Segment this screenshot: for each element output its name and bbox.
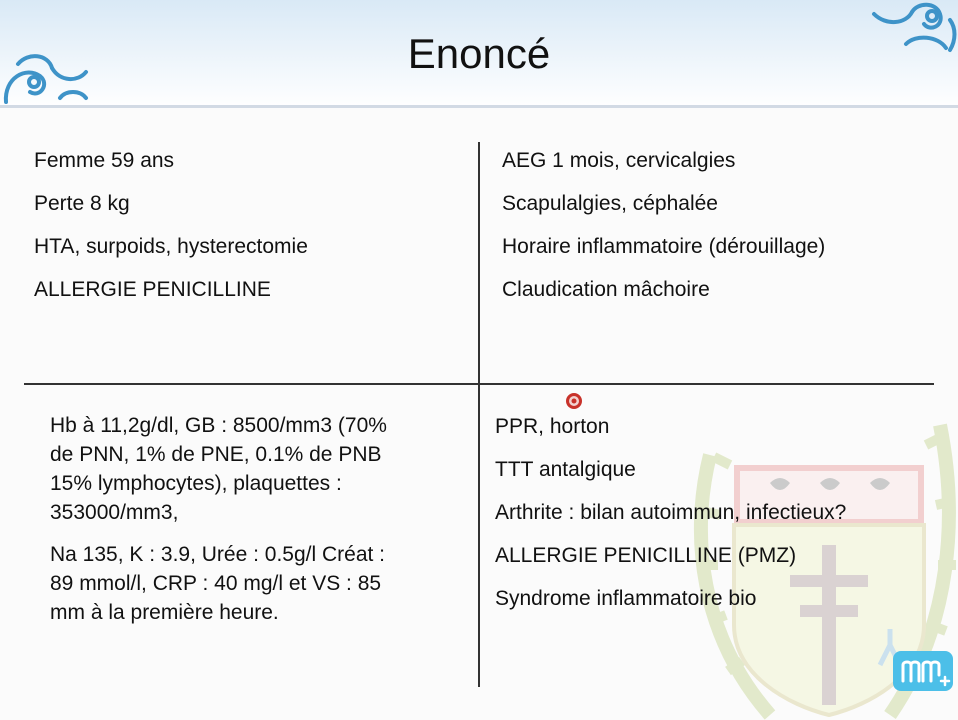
biochemistry-line: Na 135, K : 3.9, Urée : 0.5g/l Créat : — [50, 543, 386, 566]
top-left-line: ALLERGIE PENICILLINE — [34, 278, 271, 301]
lab-results-line: 15% lymphocytes), plaquettes : — [50, 472, 342, 495]
top-left-line: Perte 8 kg — [34, 192, 130, 215]
biochemistry-paragraph — [50, 540, 385, 627]
biochemistry-line: mm à la première heure. — [50, 601, 279, 624]
vertical-divider — [478, 142, 480, 687]
top-left-line: HTA, surpoids, hysterectomie — [34, 235, 308, 258]
biochemistry-line: 89 mmol/l, CRP : 40 mg/l et VS : 85 — [50, 572, 382, 595]
bottom-right-line: Arthrite : bilan autoimmun, infectieux? — [495, 501, 847, 524]
lab-results-line: 353000/mm3, — [50, 501, 179, 524]
slide-title: Enoncé — [407, 30, 551, 77]
top-right-line: AEG 1 mois, cervicalgies — [502, 149, 736, 172]
top-left-line: Femme 59 ans — [34, 149, 175, 172]
bottom-right-line: TTT antalgique — [495, 458, 636, 481]
lab-results-line: de PNN, 1% de PNE, 0.1% de PNB — [50, 443, 382, 466]
lab-results-paragraph — [50, 411, 387, 527]
target-pointer-icon — [565, 392, 583, 410]
bottom-right-line: PPR, horton — [495, 415, 610, 438]
bottom-right-line: Syndrome inflammatoire bio — [495, 587, 757, 610]
top-right-line: Scapulalgies, céphalée — [502, 192, 718, 215]
mm-logo-icon — [893, 651, 953, 691]
top-right-line: Claudication mâchoire — [502, 278, 710, 301]
lab-results-line: Hb à 11,2g/dl, GB : 8500/mm3 (70% — [50, 414, 387, 437]
horizontal-divider — [24, 383, 934, 385]
bottom-right-line: ALLERGIE PENICILLINE (PMZ) — [495, 544, 797, 567]
top-right-line: Horaire inflammatoire (dérouillage) — [502, 235, 826, 258]
header-divider — [0, 105, 958, 108]
